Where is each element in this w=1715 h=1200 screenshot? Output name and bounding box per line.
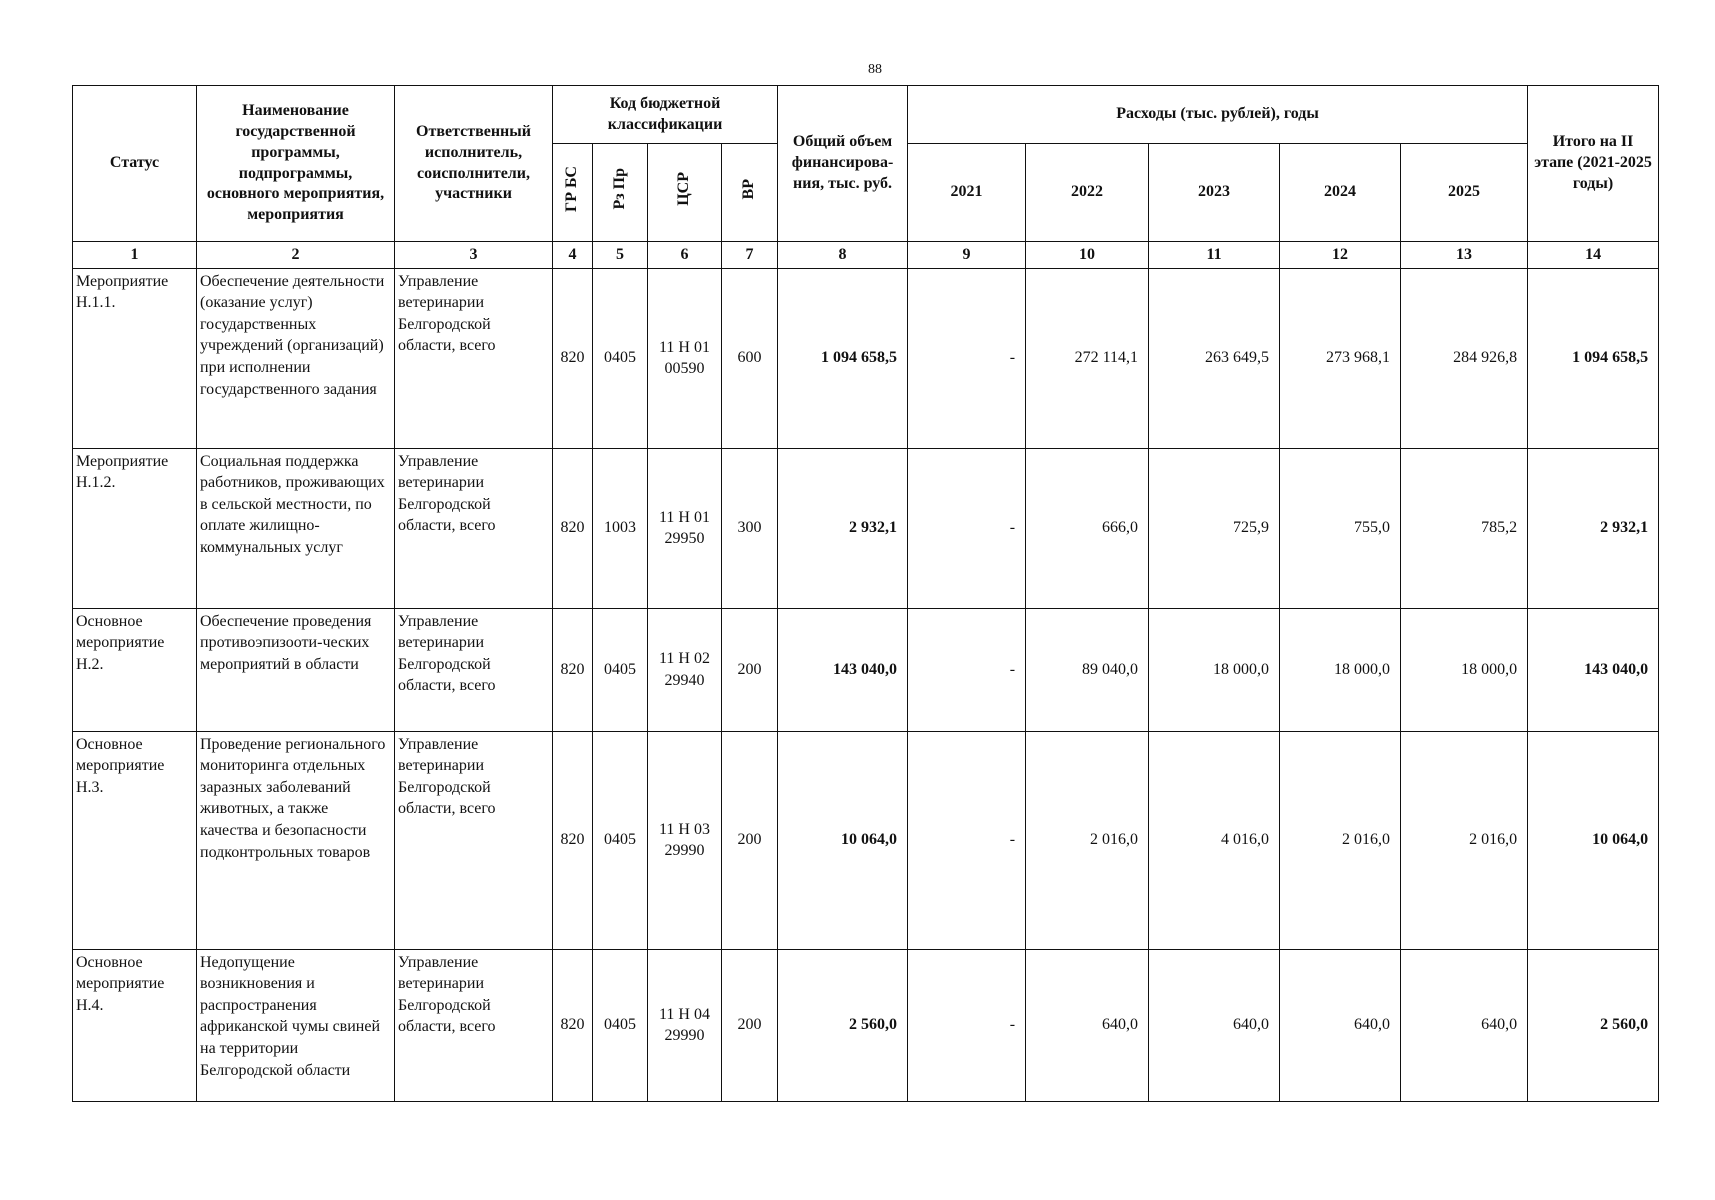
- header-name: Наименование государственной программы, подпрограммы, основного мероприятия, мероприятия: [197, 86, 395, 242]
- header-year-2023: 2023: [1149, 144, 1280, 242]
- row-name: Обеспечение проведения противоэпизооти-ческих мероприятий в области: [197, 608, 395, 731]
- row-rzpr: 1003: [593, 448, 648, 608]
- column-number: 5: [593, 242, 648, 269]
- row-csr-part1: 11 Н 01: [659, 338, 710, 356]
- column-number: 6: [648, 242, 722, 269]
- row-csr-part2: 29990: [664, 842, 705, 860]
- row-responsible: Управление ветеринарии Белгородской области, всего: [395, 268, 553, 448]
- row-total: 1 094 658,5: [778, 268, 908, 448]
- row-2024: 755,0: [1280, 448, 1401, 608]
- row-2023: 18 000,0: [1149, 608, 1280, 731]
- row-csr: [648, 268, 722, 448]
- row-2022: 2 016,0: [1026, 731, 1149, 949]
- header-expenses: Расходы (тыс. рублей), годы: [908, 86, 1528, 144]
- column-number: 1: [73, 242, 197, 269]
- row-csr: [648, 949, 722, 1101]
- row-status: Мероприятие Н.1.2.: [73, 448, 197, 608]
- row-stage-total: 143 040,0: [1528, 608, 1659, 731]
- row-rzpr: 0405: [593, 731, 648, 949]
- header-vr: [722, 144, 778, 242]
- row-vr: 200: [722, 731, 778, 949]
- header-year-2024: 2024: [1280, 144, 1401, 242]
- row-vr: 200: [722, 949, 778, 1101]
- row-total: 143 040,0: [778, 608, 908, 731]
- row-responsible: Управление ветеринарии Белгородской области, всего: [395, 731, 553, 949]
- row-2021: -: [908, 268, 1026, 448]
- header-csr-label: ЦСР: [675, 172, 693, 206]
- row-grbs: 820: [553, 731, 593, 949]
- row-csr-part2: 29950: [664, 530, 705, 548]
- row-2024: 18 000,0: [1280, 608, 1401, 731]
- row-grbs: 820: [553, 448, 593, 608]
- row-2021: -: [908, 448, 1026, 608]
- row-2024: 273 968,1: [1280, 268, 1401, 448]
- row-grbs: 820: [553, 608, 593, 731]
- column-number: 7: [722, 242, 778, 269]
- column-number: 13: [1401, 242, 1528, 269]
- row-2024: 2 016,0: [1280, 731, 1401, 949]
- row-2021: -: [908, 949, 1026, 1101]
- row-stage-total: 1 094 658,5: [1528, 268, 1659, 448]
- page-number: 88: [868, 62, 882, 77]
- row-csr: [648, 731, 722, 949]
- row-2022: 89 040,0: [1026, 608, 1149, 731]
- column-number: 2: [197, 242, 395, 269]
- row-csr-part2: 29990: [664, 1027, 705, 1045]
- row-2023: 640,0: [1149, 949, 1280, 1101]
- column-number: 9: [908, 242, 1026, 269]
- row-2022: 666,0: [1026, 448, 1149, 608]
- row-csr-part1: 11 Н 02: [659, 650, 710, 667]
- header-year-2022: 2022: [1026, 144, 1149, 242]
- row-name: Проведение регионального мониторинга отдельных заразных заболеваний животных, а также качества и безопасности подконтрольных товаров: [197, 731, 395, 949]
- row-2024: 640,0: [1280, 949, 1401, 1101]
- header-vr-label: ВР: [740, 178, 758, 200]
- table-row: [73, 731, 1659, 949]
- row-stage-total: 2 932,1: [1528, 448, 1659, 608]
- row-2021: -: [908, 731, 1026, 949]
- header-rzpr-label: Рз Пр: [610, 168, 628, 210]
- header-stage-total: Итого на II этапе (2021-2025 годы): [1528, 86, 1659, 242]
- column-number-row: [73, 242, 1659, 269]
- header-csr: [648, 144, 722, 242]
- column-number: 3: [395, 242, 553, 269]
- row-2025: 284 926,8: [1401, 268, 1528, 448]
- row-csr: [648, 608, 722, 731]
- row-2025: 2 016,0: [1401, 731, 1528, 949]
- header-grbs: [553, 144, 593, 242]
- header-year-2021: 2021: [908, 144, 1026, 242]
- header-budget-code: Код бюджетной классификации: [553, 86, 778, 144]
- row-responsible: Управление ветеринарии Белгородской области, всего: [395, 949, 553, 1101]
- header-rzpr: [593, 144, 648, 242]
- row-2022: 640,0: [1026, 949, 1149, 1101]
- table-row: [73, 448, 1659, 608]
- row-stage-total: 10 064,0: [1528, 731, 1659, 949]
- row-csr-part1: 11 Н 01: [659, 508, 710, 526]
- column-number: 14: [1528, 242, 1659, 269]
- row-csr-part2: 00590: [664, 360, 705, 378]
- header-total-volume: Общий объем финансирова-ния, тыс. руб.: [778, 86, 908, 242]
- row-total: 2 932,1: [778, 448, 908, 608]
- table-row: [73, 949, 1659, 1101]
- row-status: Основное мероприятие Н.3.: [73, 731, 197, 949]
- column-number: 12: [1280, 242, 1401, 269]
- row-vr: 200: [722, 608, 778, 731]
- row-csr-part1: 11 Н 03: [659, 820, 710, 838]
- row-rzpr: 0405: [593, 268, 648, 448]
- row-responsible: Управление ветеринарии Белгородской области, всего: [395, 608, 553, 731]
- column-number: 4: [553, 242, 593, 269]
- row-grbs: 820: [553, 268, 593, 448]
- row-status: Основное мероприятие Н.2.: [73, 608, 197, 731]
- row-name: Недопущение возникновения и распространения африканской чумы свиней на территории Белгородской области: [197, 949, 395, 1101]
- row-vr: 600: [722, 268, 778, 448]
- budget-table: [72, 85, 1659, 1102]
- row-csr-part1: 11 Н 04: [659, 1005, 710, 1023]
- row-name: Обеспечение деятельности (оказание услуг) государственных учреждений (организаций) при исполнении государственного задания: [197, 268, 395, 448]
- header-grbs-label: ГР БС: [563, 166, 581, 213]
- column-number: 8: [778, 242, 908, 269]
- row-csr: [648, 448, 722, 608]
- header-status: Статус: [73, 86, 197, 242]
- row-total: 10 064,0: [778, 731, 908, 949]
- column-number: 10: [1026, 242, 1149, 269]
- row-grbs: 820: [553, 949, 593, 1101]
- row-status: Мероприятие Н.1.1.: [73, 268, 197, 448]
- header-responsible: Ответственный исполнитель, соисполнители, участники: [395, 86, 553, 242]
- row-rzpr: 0405: [593, 608, 648, 731]
- row-2023: 725,9: [1149, 448, 1280, 608]
- row-csr-part2: 29940: [664, 671, 705, 689]
- row-2025: 640,0: [1401, 949, 1528, 1101]
- row-2021: -: [908, 608, 1026, 731]
- header-year-2025: 2025: [1401, 144, 1528, 242]
- table-row: [73, 608, 1659, 731]
- row-stage-total: 2 560,0: [1528, 949, 1659, 1101]
- row-vr: 300: [722, 448, 778, 608]
- row-rzpr: 0405: [593, 949, 648, 1101]
- row-name: Социальная поддержка работников, проживающих в сельской местности, по оплате жилищно-коммунальных услуг: [197, 448, 395, 608]
- row-2022: 272 114,1: [1026, 268, 1149, 448]
- row-total: 2 560,0: [778, 949, 908, 1101]
- row-2025: 785,2: [1401, 448, 1528, 608]
- row-2023: 4 016,0: [1149, 731, 1280, 949]
- row-2025: 18 000,0: [1401, 608, 1528, 731]
- row-2023: 263 649,5: [1149, 268, 1280, 448]
- row-status: Основное мероприятие Н.4.: [73, 949, 197, 1101]
- column-number: 11: [1149, 242, 1280, 269]
- row-responsible: Управление ветеринарии Белгородской области, всего: [395, 448, 553, 608]
- table-row: [73, 268, 1659, 448]
